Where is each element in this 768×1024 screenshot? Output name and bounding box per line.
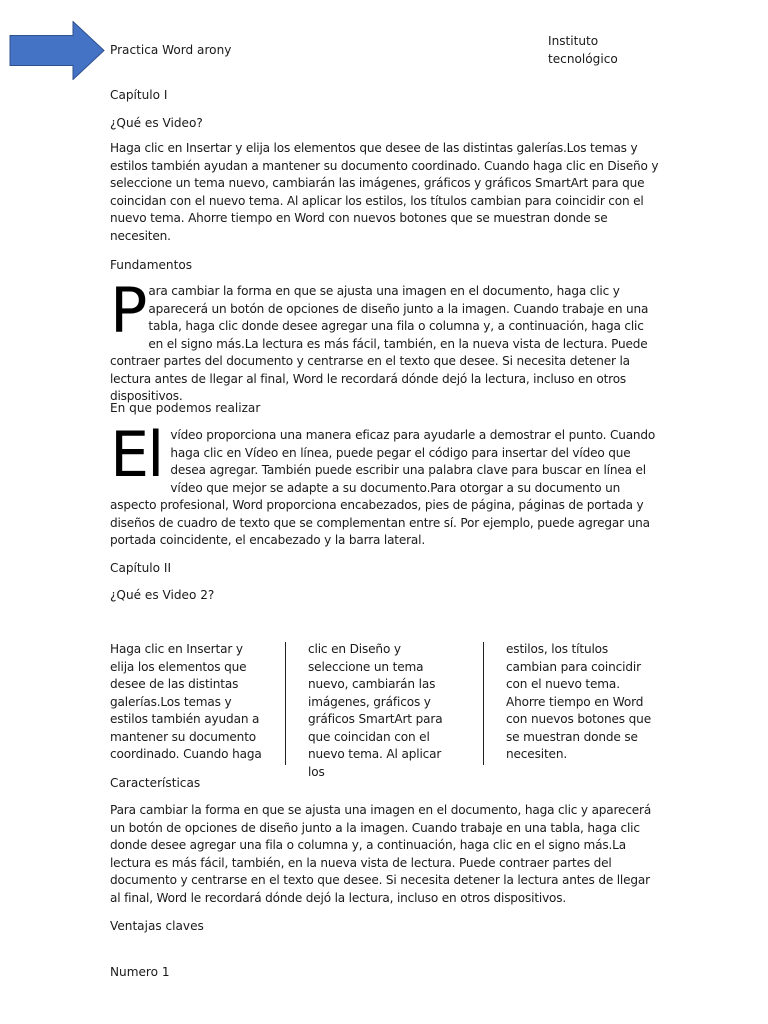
paragraph-realizar-text: vídeo proporciona una manera eficaz para ayudarle a demostrar el punto. Cuando haga clic en Vídeo en línea, puede pegar el código para insertar del vídeo que desea agregar. También puede escribir una palabra clave para buscar en línea el vídeo que mejor se adapte a su documento.Para otorgar a su documento un aspecto profesional, Word proporciona encabezados, pies de página, páginas de portada y diseños de cuadro de texto que se complementan entre sí. Por ejemplo, puede agregar una portada coincidente, el encabezado y la barra lateral. [110, 428, 656, 547]
section-heading-ventajas: Ventajas claves [110, 919, 204, 933]
section-heading-fundamentos: Fundamentos [110, 258, 193, 272]
document-title: Practica Word arony [110, 43, 232, 57]
paragraph-realizar [110, 418, 660, 550]
paragraph-fundamentos-text: ara cambiar la forma en que se ajusta una imagen en el documento, haga clic y aparecerá un botón de opciones de diseño junto a la imagen. Cuando trabaje en una tabla, haga clic donde desee agregar una fila o columna y, a continuación, haga clic en el signo más.La lectura es más fácil, también, en la nueva vista de lectura. Puede contraer partes del documento y centrarse en el texto que desee. Si necesita detener la lectura antes de llegar al final, Word le recordará dónde dejó la lectura, incluso en otros dispositivos. [110, 284, 649, 403]
column-text-1: Haga clic en Insertar y elija los elementos que desee de las distintas galerías.Los temas y estilos también ayudan a mantener su documento coordinado. Cuando haga [110, 642, 262, 761]
paragraph-intro: Haga clic en Insertar y elija los elementos que desee de las distintas galerías.Los temas y estilos también ayudan a mantener su documento coordinado. Cuando haga clic en Diseño y seleccione un tema nuevo, cambiarán las imágenes, gráficos y gráficos SmartArt para que coincidan con el nuevo tema. Al aplicar los estilos, los títulos cambian para coincidir con el nuevo tema. Ahorre tiempo en Word con nuevos botones que se muestran donde se necesiten. [110, 141, 659, 243]
question-heading-1: ¿Qué es Video? [110, 116, 203, 130]
column-divider [483, 642, 484, 765]
organization-name: Instituto tecnológico [548, 34, 618, 66]
section-heading-caracteristicas: Características [110, 776, 201, 790]
dropcap-letter: P [110, 274, 146, 347]
right-arrow-shape [9, 21, 105, 80]
column-text-2: clic en Diseño y seleccione un tema nuevo, cambiarán las imágenes, gráficos y gráficos SmartArt para que coincidan con el nuevo tema. Al aplicar los [308, 642, 443, 779]
paragraph-fundamentos [110, 274, 660, 406]
numbered-item: Numero 1 [110, 965, 170, 979]
dropcap-word: El [110, 418, 163, 491]
section-heading-realizar: En que podemos realizar [110, 401, 261, 415]
column-divider [285, 642, 286, 765]
column-text-3: estilos, los títulos cambian para coincidir con el nuevo tema. Ahorre tiempo en Word con nuevos botones que se muestran donde se necesiten. [506, 642, 651, 761]
paragraph-caracteristicas: Para cambiar la forma en que se ajusta una imagen en el documento, haga clic y aparecerá un botón de opciones de diseño junto a la imagen. Cuando trabaje en una tabla, haga clic donde desee agregar una fila o columna y, a continuación, haga clic en el signo más.La lectura es más fácil, también, en la nueva vista de lectura. Puede contraer partes del documento y centrarse en el texto que desee. Si necesita detener la lectura antes de llegar al final, Word le recordará dónde dejó la lectura, incluso en otros dispositivos. [110, 803, 652, 905]
chapter-heading-1: Capítulo I [110, 88, 168, 102]
three-column-section [110, 641, 660, 779]
question-heading-2: ¿Qué es Video 2? [110, 588, 215, 602]
chapter-heading-2: Capítulo II [110, 561, 172, 575]
